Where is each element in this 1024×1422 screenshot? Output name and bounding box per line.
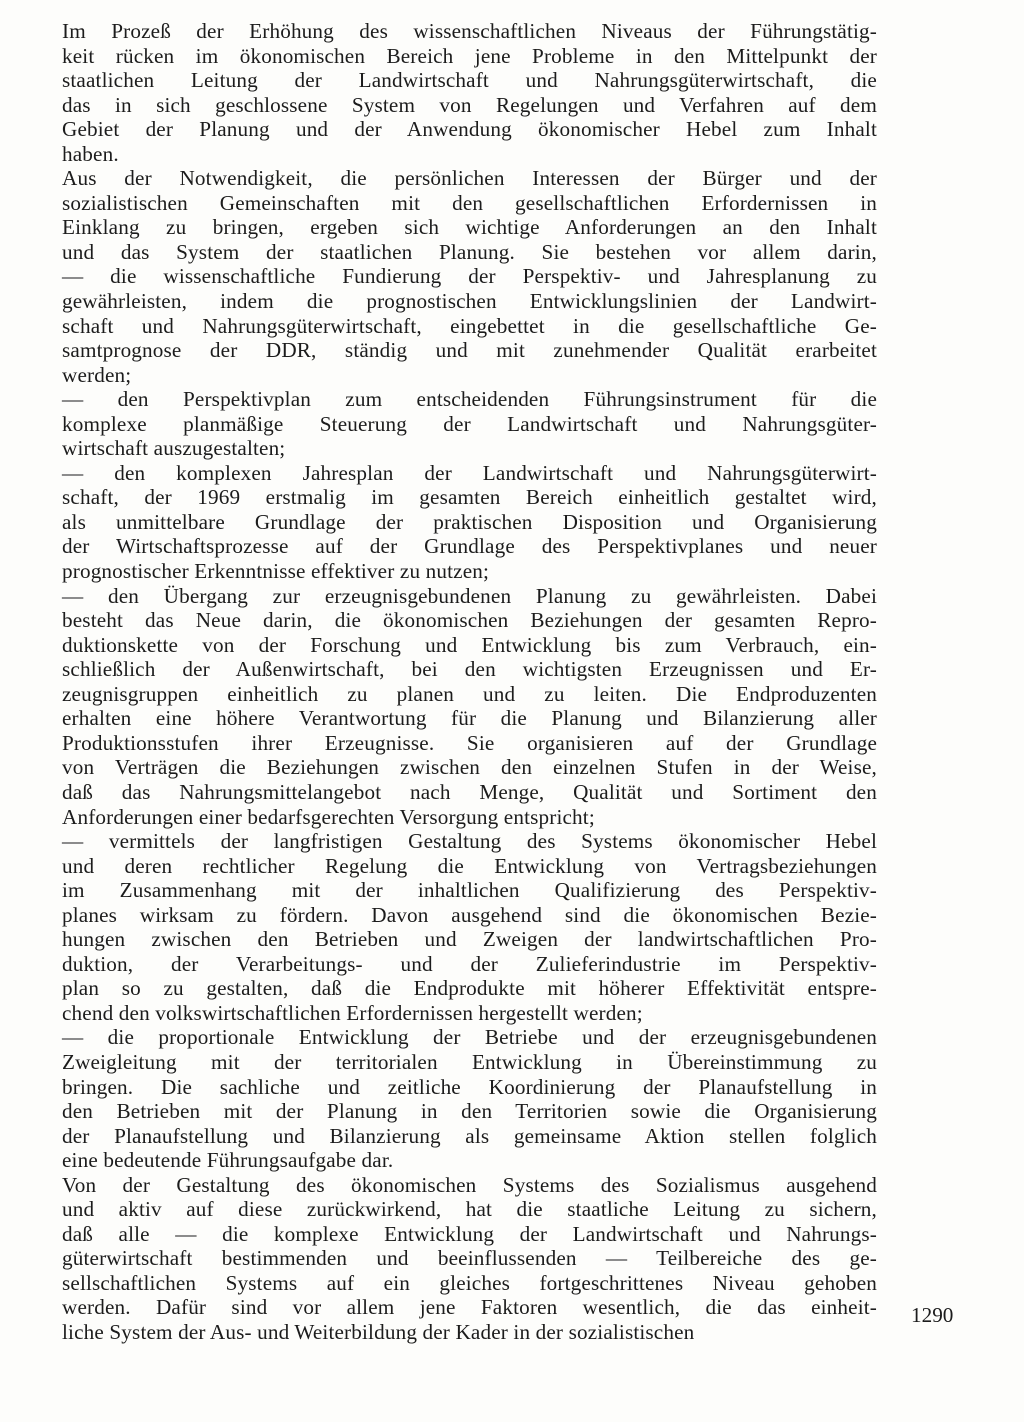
text-line: der Wirtschaftsprozesse auf der Grundlage des Perspektivplanes und neuer [62, 534, 877, 559]
text-line: das in sich geschlossene System von Regelungen und Verfahren auf dem [62, 92, 877, 117]
text-line: daß alle — die komplexe Entwicklung der Landwirtschaft und Nahrungs- [62, 1221, 877, 1246]
text-line: Gebiet der Planung und der Anwendung ökonomischer Hebel zum Inhalt [62, 117, 877, 142]
text-line: — vermittels der langfristigen Gestaltung des Systems ökonomischer Hebel [62, 829, 877, 854]
text-line: sellschaftlichen Systems auf ein gleiches fortgeschrittenes Niveau gehoben [62, 1270, 877, 1295]
text-line: schließlich der Außenwirtschaft, bei den wichtigsten Erzeugnissen und Er- [62, 657, 877, 682]
text-line: duktion, der Verarbeitungs- und der Zulieferindustrie im Perspektiv- [62, 951, 877, 976]
text-line: Aus der Notwendigkeit, die persönlichen Interessen der Bürger und der [62, 166, 877, 191]
text-line: daß das Nahrungsmittelangebot nach Menge, Qualität und Sortiment den [62, 779, 877, 804]
text-line: und deren rechtlicher Regelung die Entwicklung von Vertragsbeziehungen [62, 853, 877, 878]
text-line: erhalten eine höhere Verantwortung für die Planung und Bilanzierung aller [62, 706, 877, 731]
text-line: schaft, der 1969 erstmalig im gesamten Bereich einheitlich gestaltet wird, [62, 485, 877, 510]
text-line: besteht das Neue darin, die ökonomischen Beziehungen der gesamten Repro- [62, 608, 877, 633]
text-line: hungen zwischen den Betrieben und Zweigen der landwirtschaftlichen Pro- [62, 927, 877, 952]
text-line: prognostischer Erkenntnisse effektiver zu nutzen; [62, 559, 490, 584]
text-line: Produktionsstufen ihrer Erzeugnisse. Sie organisieren auf der Grundlage [62, 730, 877, 755]
text-line: von Verträgen die Beziehungen zwischen den einzelnen Stufen in der Weise, [62, 755, 877, 780]
text-line: — den Übergang zur erzeugnisgebundenen Planung zu gewährleisten. Dabei [62, 583, 877, 608]
text-line: staatlichen Leitung der Landwirtschaft und Nahrungsgüterwirtschaft, die [62, 68, 877, 93]
text-line: bringen. Die sachliche und zeitliche Koordinierung der Planaufstellung in [62, 1074, 877, 1099]
text-line: der Planaufstellung und Bilanzierung als gemeinsame Aktion stellen folglich [62, 1123, 877, 1148]
text-line: und aktiv auf diese zurückwirkend, hat die staatliche Leitung zu sichern, [62, 1197, 877, 1222]
text-line: chend den volkswirtschaftlichen Erfordernissen hergestellt werden; [62, 1000, 643, 1025]
text-line: wirtschaft auszugestalten; [62, 436, 286, 461]
text-line: Einklang zu bringen, ergeben sich wichtige Anforderungen an den Inhalt [62, 215, 877, 240]
text-line: liche System der Aus- und Weiterbildung der Kader in der sozialistischen [62, 1319, 695, 1344]
text-line: — den Perspektivplan zum entscheidenden Führungsinstrument für die [62, 387, 877, 412]
text-line: zeugnisgruppen einheitlich zu planen und zu leiten. Die Endproduzenten [62, 681, 877, 706]
text-line: güterwirtschaft bestimmenden und beeinflussenden — Teilbereiche des ge- [62, 1246, 877, 1271]
text-line: im Zusammenhang mit der inhaltlichen Qualifizierung des Perspektiv- [62, 878, 877, 903]
text-line: Zweigleitung mit der territorialen Entwicklung in Übereinstimmung zu [62, 1049, 877, 1074]
text-line: sozialistischen Gemeinschaften mit den gesellschaftlichen Erfordernissen in [62, 190, 877, 215]
text-line: keit rücken im ökonomischen Bereich jene Probleme in den Mittelpunkt der [62, 43, 877, 68]
text-line: den Betrieben mit der Planung in den Territorien sowie die Organisierung [62, 1099, 877, 1124]
text-line: Anforderungen einer bedarfsgerechten Versorgung entspricht; [62, 804, 595, 829]
text-line: planes wirksam zu fördern. Davon ausgehend sind die ökonomischen Bezie- [62, 902, 877, 927]
text-line: — die proportionale Entwicklung der Betriebe und der erzeugnisgebundenen [62, 1025, 877, 1050]
text-line: plan so zu gestalten, daß die Endprodukte mit höherer Effektivität entspre- [62, 976, 877, 1001]
text-line: duktionskette von der Forschung und Entwicklung bis zum Verbrauch, ein- [62, 632, 877, 657]
text-line: Im Prozeß der Erhöhung des wissenschaftlichen Niveaus der Führungstätig- [62, 19, 877, 43]
text-line: — den komplexen Jahresplan der Landwirtschaft und Nahrungsgüterwirt- [62, 460, 877, 485]
text-line: gewährleisten, indem die prognostischen Entwicklungslinien der Landwirt- [62, 289, 877, 314]
text-line: — die wissenschaftliche Fundierung der Perspektiv- und Jahresplanung zu [62, 264, 877, 289]
text-line: werden; [62, 362, 132, 387]
text-line: Von der Gestaltung des ökonomischen Systems des Sozialismus ausgehend [62, 1172, 877, 1197]
text-line: samtprognose der DDR, ständig und mit zunehmender Qualität erarbeitet [62, 338, 877, 363]
text-line: und das System der staatlichen Planung. Sie bestehen vor allem darin, [62, 239, 877, 264]
body-text [62, 19, 877, 1345]
text-line: eine bedeutende Führungsaufgabe dar. [62, 1148, 394, 1173]
text-line: werden. Dafür sind vor allem jene Faktoren wesentlich, die das einheit- [62, 1295, 877, 1320]
text-line: schaft und Nahrungsgüterwirtschaft, eingebettet in die gesellschaftliche Ge- [62, 313, 877, 338]
text-line: haben. [62, 141, 119, 166]
text-line: komplexe planmäßige Steuerung der Landwirtschaft und Nahrungsgüter- [62, 411, 877, 436]
text-line: als unmittelbare Grundlage der praktischen Disposition und Organisierung [62, 509, 877, 534]
page-number: 1290 [911, 1303, 954, 1327]
